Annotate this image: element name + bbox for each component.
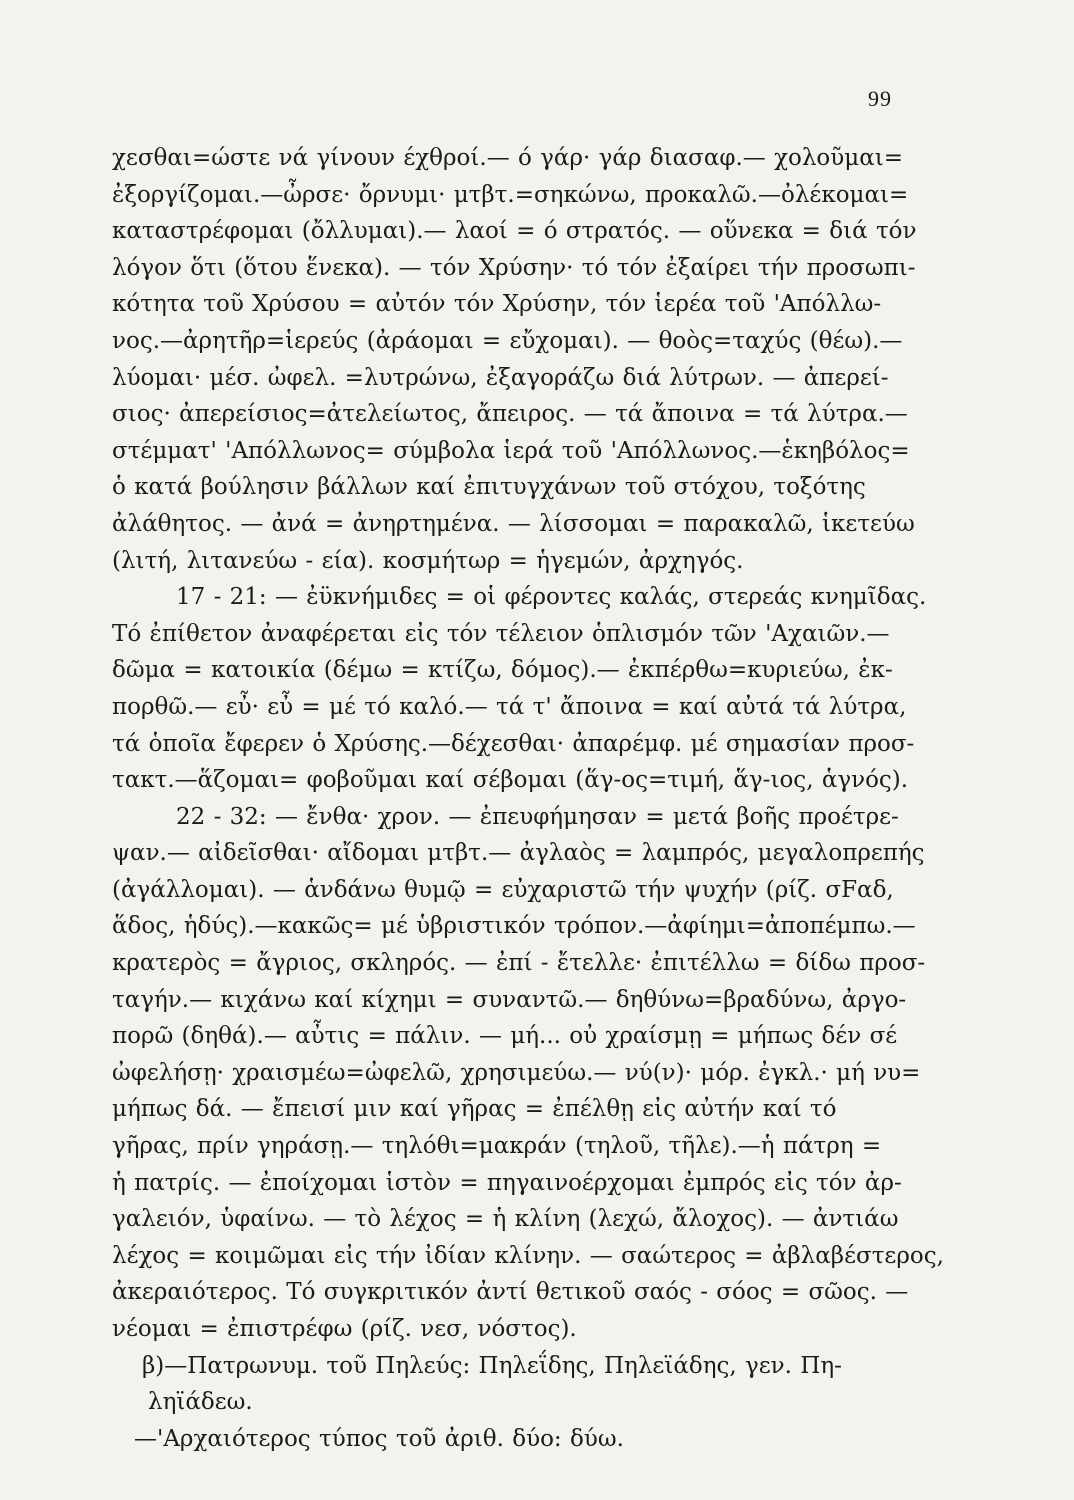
- text-line: τακτ.—ἅζομαι= φοβοῦμαι καί σέβομαι (ἅγ-ος=τιμή, ἅγ-ιος, ἁγνός).: [112, 767, 909, 794]
- text-line: σιος· ἀπερείσιος=ἀτελείωτος, ἄπειρος. — τά ἄποινα = τά λύτρα.—: [112, 401, 908, 428]
- text-line: καταστρέφομαι (ὄλλυμαι).— λαοί = ό στρατός. — οὕνεκα = διά τόν: [112, 218, 917, 245]
- text-line: ἀκεραιότερος. Τό συγκριτικόν ἀντί θετικοῦ σαός - σόος = σῶος. —: [112, 1279, 909, 1306]
- text-line: τά ὁποῖα ἔφερεν ὁ Χρύσης.—δέχεσθαι· ἀπαρέμφ. μέ σημασίαν προσ-: [112, 730, 915, 757]
- text-line: ἅδος, ἡδύς).—κακῶς= μέ ὑβριστικόν τρόπον.—ἀφίημι=ἀποπέμπω.—: [112, 913, 916, 940]
- text-line: ἡ πατρίς. — ἐποίχομαι ἱστὸν = πηγαινοέρχομαι ἐμπρός εἰς τόν ἀρ-: [112, 1169, 902, 1196]
- text-line: δῶμα = κατοικία (δέμω = κτίζω, δόμος).— ἐκπέρθω=κυριεύω, ἐκ-: [112, 657, 893, 684]
- text-line: νέομαι = ἐπιστρέφω (ρίζ. νεσ, νόστος).: [112, 1316, 577, 1342]
- text-line: γαλειόν, ὑφαίνω. — τὸ λέχος = ἡ κλίνη (λεχώ, ἄλοχος). — ἀντιάω: [112, 1206, 899, 1233]
- text-line: ὁ κατά βούλησιν βάλλων καί ἐπιτυγχάνων τοῦ στόχου, τοξότης: [112, 474, 866, 501]
- text-line: κρατερὸς = ἄγριος, σκληρός. — ἐπί - ἔτελλε· ἐπιτέλλω = δίδω προσ-: [112, 950, 926, 977]
- text-line: ἀλάθητος. — ἀνά = ἀνηρτημένα. — λίσσομαι = παρακαλῶ, ἱκετεύω: [112, 510, 915, 537]
- text-line: ὠφελήσῃ· χραισμέω=ὠφελῶ, χρησιμεύω.— νύ(ν)· μόρ. ἐγκλ.· μή νυ=: [112, 1059, 921, 1086]
- text-line: ψαν.— αἰδεῖσθαι· αἴδομαι μτβτ.— ἀγλαὸς = λαμπρός, μεγαλοπρεπής: [112, 840, 925, 867]
- text-line: ληϊάδεω.: [148, 1389, 253, 1416]
- text-line: μήπως δά. — ἔπεισί μιν καί γῆρας = ἐπέλθῃ εἰς αὐτήν καί τό: [112, 1096, 837, 1123]
- text-line: νος.—ἀρητῆρ=ἱερεύς (ἀράομαι = εὔχομαι). — θοὸς=ταχύς (θέω).—: [112, 327, 903, 354]
- commentary-text: [112, 140, 982, 1457]
- text-line: λύομαι· μέσ. ὠφελ. =λυτρώνω, ἐξαγοράζω διά λύτρων. — ἀπερεί-: [112, 364, 889, 391]
- text-line: χεσθαι=ώστε νά γίνουν έχθροί.— ό γάρ· γάρ διασαφ.— χολοῦμαι=: [112, 145, 904, 171]
- text-line: πορθῶ.— εὖ· εὖ = μέ τό καλό.— τά τ' ἄποινα = καί αὐτά τά λύτρα,: [112, 693, 907, 720]
- text-line: Τό ἐπίθετον ἀναφέρεται εἰς τόν τέλειον ὁπλισμόν τῶν 'Αχαιῶν.—: [112, 620, 890, 647]
- page-number: 99: [868, 86, 892, 111]
- section-heading-line: 17 - 21: — ἐϋκνήμιδες = οἱ φέροντες καλάς, στερεάς κνημῖδας.: [176, 584, 927, 611]
- text-line: στέμματ' 'Απόλλωνος= σύμβολα ἱερά τοῦ 'Απόλλωνος.—ἑκηβόλος=: [112, 437, 910, 464]
- text-line: λέχος = κοιμῶμαι εἰς τήν ἰδίαν κλίνην. — σαώτερος = ἀβλαβέστερος,: [112, 1242, 944, 1269]
- text-line: ἐξοργίζομαι.—ὦρσε· ὄρνυμι· μτβτ.=σηκώνω, προκαλῶ.—ὀλέκομαι=: [112, 181, 909, 208]
- text-line: (ἀγάλλομαι). — ἁνδάνω θυμῷ = εὐχαριστῶ τήν ψυχήν (ρίζ. σFαδ,: [112, 876, 894, 903]
- text-line: κότητα τοῦ Χρύσου = αὐτόν τόν Χρύσην, τόν ἱερέα τοῦ 'Απόλλω-: [112, 291, 882, 318]
- text-line: —'Αρχαιότερος τύπος τοῦ ἀριθ. δύο: δύω.: [134, 1425, 624, 1452]
- text-line: γῆρας, πρίν γηράσῃ.— τηλόθι=μακράν (τηλοῦ, τῆλε).—ἡ πάτρη =: [112, 1133, 882, 1160]
- text-line: ταγήν.— κιχάνω καί κίχημι = συναντῶ.— δηθύνω=βραδύνω, ἀργο-: [112, 986, 907, 1013]
- text-line: (λιτή, λιτανεύω - εία). κοσμήτωρ = ἡγεμών, ἀρχηγός.: [112, 547, 744, 574]
- text-line: πορῶ (δηθά).— αὖτις = πάλιν. — μή... οὐ χραίσμῃ = μήπως δέν σέ: [112, 1023, 898, 1050]
- text-line: λόγον ὅτι (ὅτου ἕνεκα). — τόν Χρύσην· τό τόν ἐξαίρει τήν προσωπι-: [112, 254, 916, 281]
- section-heading-line: 22 - 32: — ἔνθα· χρον. — ἐπευφήμησαν = μετά βοῆς προέτρε-: [176, 803, 899, 830]
- subsection-line: β)—Πατρωνυμ. τοῦ Πηλεύς: Πηλεΐδης, Πηλεϊάδης, γεν. Πη-: [142, 1352, 842, 1379]
